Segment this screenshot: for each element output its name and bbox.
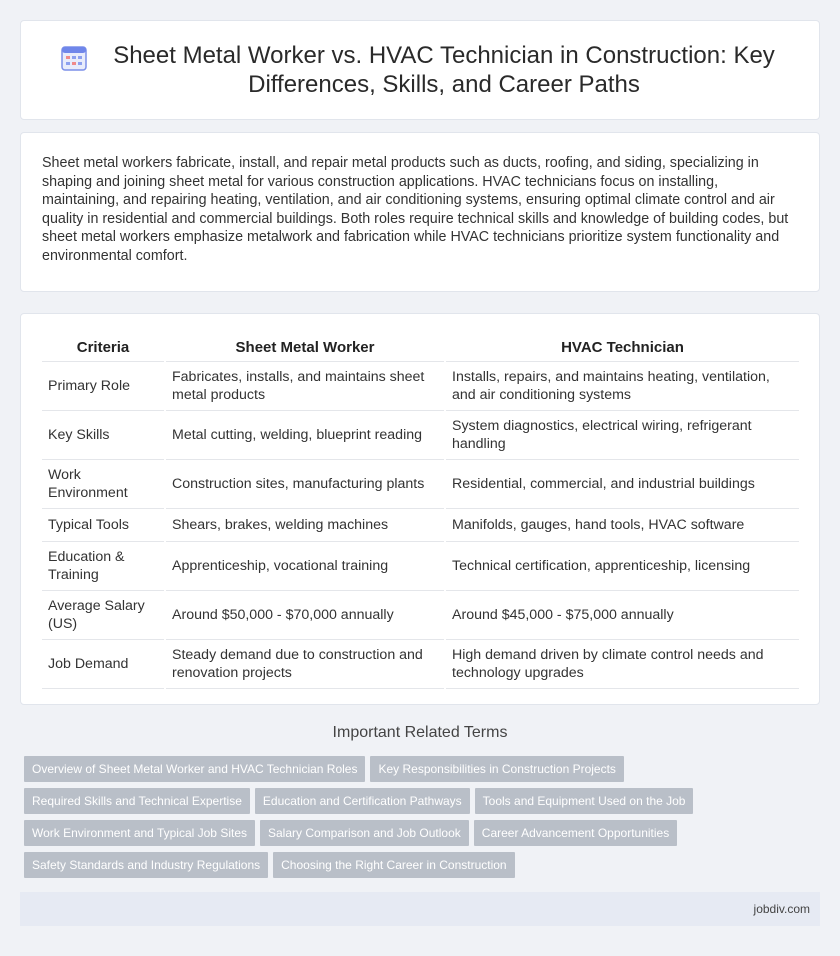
- calendar-grid-icon: [61, 45, 87, 71]
- row-sheet-metal: Shears, brakes, welding machines: [165, 509, 445, 542]
- row-hvac: Residential, commercial, and industrial buildings: [445, 460, 799, 509]
- related-term-tag[interactable]: Choosing the Right Career in Construction: [273, 852, 514, 878]
- comparison-table: [42, 334, 799, 689]
- table-header-row: [42, 334, 799, 362]
- table-row: [42, 362, 799, 411]
- row-hvac: Installs, repairs, and maintains heating, ventilation, and air conditioning systems: [445, 362, 799, 411]
- table-row: [42, 542, 799, 591]
- related-term-tag[interactable]: Salary Comparison and Job Outlook: [260, 820, 469, 846]
- title-card: [20, 20, 820, 120]
- row-criteria: Average Salary (US): [42, 591, 165, 640]
- row-hvac: Technical certification, apprenticeship, licensing: [445, 542, 799, 591]
- row-criteria: Work Environment: [42, 460, 165, 509]
- intro-card: [20, 132, 820, 292]
- row-criteria: Key Skills: [42, 411, 165, 460]
- row-hvac: Manifolds, gauges, hand tools, HVAC software: [445, 509, 799, 542]
- header-hvac-technician: HVAC Technician: [445, 334, 799, 362]
- page-title: Sheet Metal Worker vs. HVAC Technician in Construction: Key Differences, Skills, and Career Paths: [113, 42, 775, 98]
- comparison-card: [20, 313, 820, 705]
- row-hvac: Around $45,000 - $75,000 annually: [445, 591, 799, 640]
- table-row: [42, 411, 799, 460]
- row-criteria: Job Demand: [42, 640, 165, 689]
- row-hvac: System diagnostics, electrical wiring, refrigerant handling: [445, 411, 799, 460]
- row-sheet-metal: Metal cutting, welding, blueprint reading: [165, 411, 445, 460]
- row-criteria: Typical Tools: [42, 509, 165, 542]
- related-term-tag[interactable]: Work Environment and Typical Job Sites: [24, 820, 255, 846]
- table-row: [42, 460, 799, 509]
- table-row: [42, 591, 799, 640]
- related-terms-list: [24, 756, 804, 884]
- header-criteria: Criteria: [42, 334, 165, 362]
- row-criteria: Education & Training: [42, 542, 165, 591]
- header-sheet-metal-worker: Sheet Metal Worker: [165, 334, 445, 362]
- row-sheet-metal: Steady demand due to construction and renovation projects: [165, 640, 445, 689]
- footer-site-link[interactable]: jobdiv.com: [753, 902, 810, 916]
- related-term-tag[interactable]: Education and Certification Pathways: [255, 788, 470, 814]
- row-sheet-metal: Construction sites, manufacturing plants: [165, 460, 445, 509]
- intro-text: Sheet metal workers fabricate, install, and repair metal products such as ducts, roofing, and siding, specializing in shaping and joining sheet metal for various construction applications. HVAC technicians focus on installing, maintaining, and repairing heating, ventilation, and air conditioning systems, ensuring optimal climate control and air quality in residential and commercial buildings. Both roles require technical skills and knowledge of building codes, but sheet metal workers emphasize metalwork and fabrication while HVAC technicians prioritize system functionality and environmental comfort.: [42, 155, 789, 264]
- related-term-tag[interactable]: Required Skills and Technical Expertise: [24, 788, 250, 814]
- row-criteria: Primary Role: [42, 362, 165, 411]
- related-term-tag[interactable]: Key Responsibilities in Construction Projects: [370, 756, 623, 782]
- table-row: [42, 640, 799, 689]
- related-term-tag[interactable]: Career Advancement Opportunities: [474, 820, 677, 846]
- related-terms-heading: Important Related Terms: [332, 724, 508, 741]
- row-sheet-metal: Around $50,000 - $70,000 annually: [165, 591, 445, 640]
- related-term-tag[interactable]: Tools and Equipment Used on the Job: [475, 788, 694, 814]
- row-sheet-metal: Fabricates, installs, and maintains sheet metal products: [165, 362, 445, 411]
- related-term-tag[interactable]: Overview of Sheet Metal Worker and HVAC Technician Roles: [24, 756, 365, 782]
- related-term-tag[interactable]: Safety Standards and Industry Regulations: [24, 852, 268, 878]
- footer: [20, 892, 820, 926]
- row-hvac: High demand driven by climate control needs and technology upgrades: [445, 640, 799, 689]
- table-row: [42, 509, 799, 542]
- row-sheet-metal: Apprenticeship, vocational training: [165, 542, 445, 591]
